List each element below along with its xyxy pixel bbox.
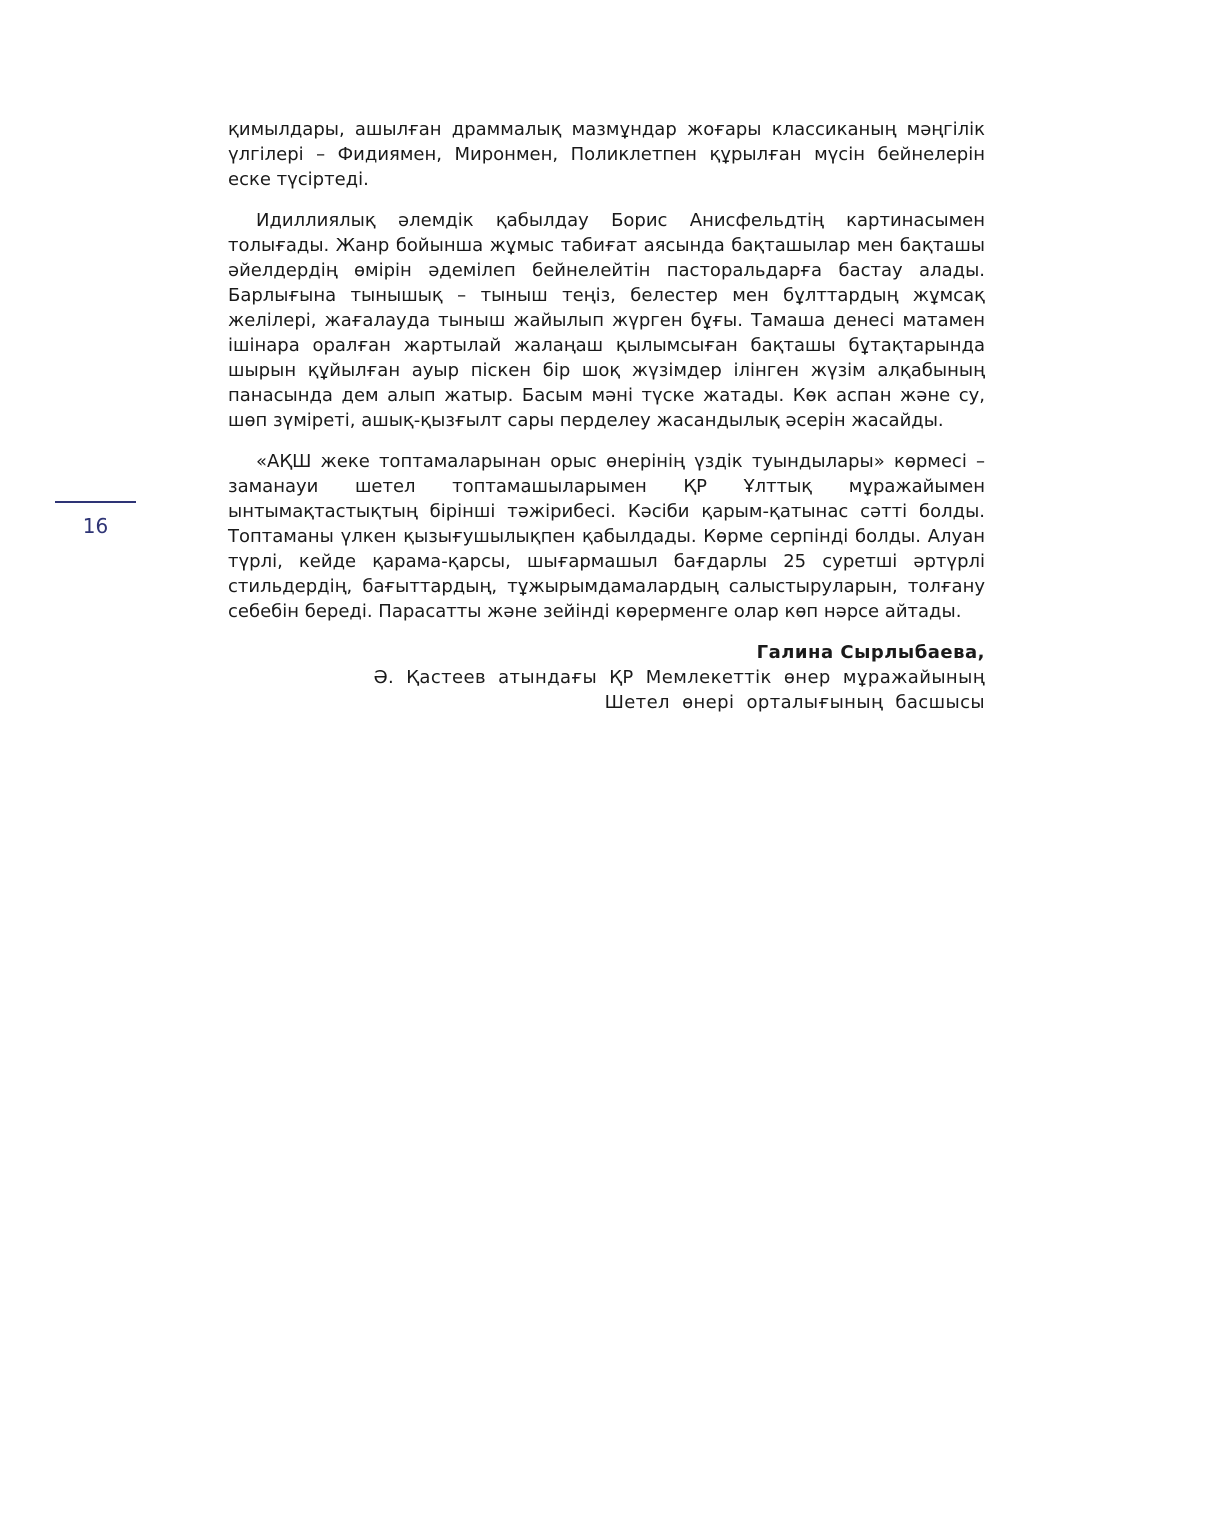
page-number-rule xyxy=(55,501,136,503)
paragraph-3: «АҚШ жеке топтамаларынан орыс өнерінің үздік туындылары» көрмесі – заманауи шетел топтамашыларымен ҚР Ұлттық мұражайымен ынтымақтастықтың бірінші тәжірибесі. Кәсіби қарым-қатынас сәтті болды. Топтаманы үлкен қызығушылықпен қабылдады. Көрме серпінді болды. Алуан түрлі, кейде қарама-қарсы, шығармашыл бағдарлы 25 суретші әртүрлі стильдердің, бағыттардың, тұжырымдамалардың салыстыруларын, толғану себебін береді. Парасатты және зейінді көрерменге олар көп нәрсе айтады. xyxy=(228,451,985,622)
page-number: 16 xyxy=(82,514,109,538)
article-body xyxy=(228,117,985,715)
paragraph-1: қимылдары, ашылған драммалық мазмұндар жоғары классиканың мәңгілік үлгілері – Фидиямен, Миронмен, Поликлетпен құрылған мүсін бейнелерін еске түсіртеді. xyxy=(228,119,985,190)
author-signature xyxy=(228,640,985,715)
author-name: Галина Сырлыбаева, xyxy=(756,642,985,663)
author-affiliation-line-1: Ә. Қастеев атындағы ҚР Мемлекеттік өнер мұражайының xyxy=(373,667,985,688)
author-affiliation-line-2: Шетел өнері орталығының басшысы xyxy=(604,692,985,713)
paragraph-2: Идиллиялық әлемдік қабылдау Борис Анисфельдтің картинасымен толығады. Жанр бойынша жұмыс табиғат аясында бақташылар мен бақташы әйелдердің өмірін әдемілеп бейнелейтін пасторальдарға бастау алады. Барлығына тынышық – тыныш теңіз, белестер мен бұлттардың жұмсақ желілері, жағалауда тыныш жайылып жүрген бұғы. Тамаша денесі матамен ішінара оралған жартылай жалаңаш қылымсыған бақташы бұтақтарында шырын құйылған ауыр піскен бір шоқ жүзімдер ілінген жүзім алқабының панасында дем алып жатыр. Басым мәні түске жатады. Көк аспан және су, шөп зүміреті, ашық-қызғылт сары перделеу жасандылық әсерін жасайды. xyxy=(228,210,985,431)
